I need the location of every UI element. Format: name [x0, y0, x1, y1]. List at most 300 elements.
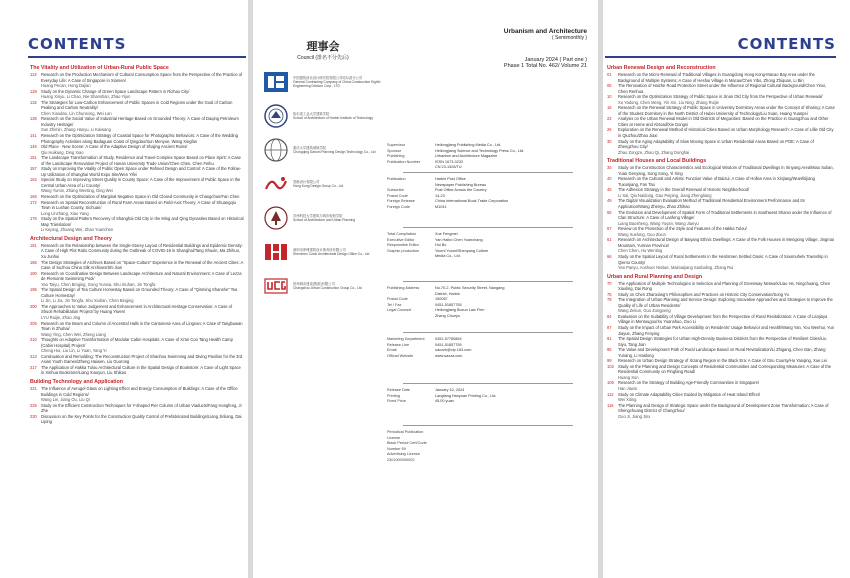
page-number: 157 — [30, 166, 37, 172]
entry-text: Study on Improving the Vitality of Public Open Space under Refined Design and Control: A Case of the Follow-Up Utilization of Shanghai World Expo Site/Wen Yifei — [41, 166, 241, 177]
entry-authors: Wang Ying, Chen Wei, Zheng Liang — [41, 331, 106, 337]
masthead-page — [253, 0, 598, 578]
entry-text: Study on the Spatial Layout of Rural Settlements in the Herdsmen Settled Oasis: A Case of Xiaomuhelv Township in Qiemo County/ — [618, 253, 828, 265]
entry-title — [41, 133, 244, 144]
toc-entry — [30, 260, 244, 271]
page-number: 26 — [607, 127, 612, 133]
contents-page-right — [603, 0, 850, 578]
entry-title — [41, 177, 244, 194]
toc-entry — [30, 216, 244, 233]
entry-authors: Li Keping, Zhuang Wei, Zhao Yuanchen — [41, 227, 114, 233]
member-names — [293, 76, 383, 89]
page-number: 84 — [607, 313, 612, 319]
entry-text: The Adhesion Strategy in the Overall Renewal of Historic Neighborhood/ — [618, 187, 750, 193]
info-key: Black Period Cert/Code Number 59 — [387, 441, 427, 451]
entry-title — [41, 321, 244, 338]
page-number: 112 — [607, 391, 614, 397]
toc-entry — [607, 198, 835, 209]
page-number: 55 — [607, 209, 612, 215]
page-number: 190 — [30, 270, 37, 276]
entry-text: Study on the Dynamic Change of Green Space Landscape Pattern in Rizhao City/ — [41, 88, 190, 94]
toc-entry — [607, 297, 835, 314]
toc-entry — [607, 139, 835, 156]
toc-entry — [30, 271, 244, 288]
contents-page-left — [0, 0, 248, 578]
entry-title — [41, 365, 244, 376]
cube-logo — [263, 239, 289, 265]
entry-title — [618, 176, 835, 187]
toc-entry — [30, 72, 244, 89]
member-name-cn: 哈尔滨工业大学建筑学院 — [293, 111, 330, 116]
info-row — [387, 458, 587, 464]
page-number: 87 — [607, 324, 612, 330]
entry-text: The Spatial Design Strategies for Urban High-Density Business Districts from the Perspective of Resilient Cities/Liu Siyu, Tang Jian — [618, 336, 827, 347]
info-value — [435, 430, 587, 441]
section-heading: Urban and Rural Planning and Design — [607, 273, 703, 280]
entry-authors: Wang Yumin, Zhang Wenting, Ding Wei — [41, 188, 113, 194]
globe-seal-logo — [263, 137, 289, 163]
toc-left — [30, 62, 244, 425]
entry-text: Research on the Strategy of Building Age-Friendly Communities in Singapore/ — [618, 380, 760, 386]
toc-entry — [30, 287, 244, 304]
contents-title-right: CONTENTS — [737, 35, 836, 53]
entry-title — [618, 254, 835, 271]
info-value: Zhang Chunyu — [435, 313, 460, 318]
entry-text: Research on the Renewal Strategy of Public Space in University Dormitory Areas under the Concept of Sharing: A Case of the Student Dormitory in the North District of Hubei University of Technology/Liu Xuan, Huang Yuanpei — [618, 105, 835, 116]
info-value: Heilongjiang Science and Technology Press Co., Ltd. — [435, 148, 525, 153]
info-key: Graphic production — [387, 248, 420, 253]
info-value: uaczzh@vip.163.com — [435, 348, 472, 352]
info-value: No.70-2, Public Security Street, Nangang — [435, 286, 505, 290]
page-number: 221 — [30, 385, 37, 391]
entry-title — [41, 144, 244, 155]
info-group — [387, 388, 587, 405]
entry-title — [41, 89, 244, 100]
page-number: 61 — [607, 237, 612, 243]
page-number: 213 — [30, 353, 37, 359]
entry-text: Research on the Social Value of Industrial Heritage Based on Grounded Theory: A Case of Daqing Petroleum Industry Heritage/ — [41, 116, 239, 127]
page-number: 116 — [607, 402, 614, 408]
entry-authors: Long Linzhang, Xiao Yang — [41, 210, 89, 216]
page-number: 45 — [607, 187, 612, 193]
info-divider — [403, 281, 573, 282]
toc-entry — [607, 226, 835, 237]
info-key: Tel / Fax — [387, 302, 402, 307]
info-key: Subscribe — [387, 188, 404, 192]
entry-text: Research on the Optimization Strategy of Public Space in Jinan Old City from the Perspective of Urban Renewal/ — [618, 94, 823, 100]
council-member — [263, 205, 383, 231]
info-value: Heilongjiang Boxun Law Firm — [435, 308, 485, 312]
info-value: CN 23-1528/TU — [435, 165, 462, 169]
info-value: Urbanism and Architecture Magazine — [435, 154, 498, 158]
toc-entry — [30, 321, 244, 338]
entry-title — [41, 166, 244, 177]
toc-entry — [607, 254, 835, 271]
info-value — [435, 441, 587, 452]
entry-title — [618, 210, 835, 227]
info-value: Yooml Yooml/Shenyang Culture — [435, 248, 489, 253]
info-row — [387, 314, 587, 320]
entry-text: Research on the Production Mechanism of Cultural Consumption Space from the Perspective of the Practice of Everyday Life: A Case of Singapore in Xiamen/ — [41, 72, 243, 83]
entry-text: Study on Chen Zhanxiang's Philosophies and Practices on Historic City Conservation/Song Yu — [618, 291, 789, 297]
info-value: Langfang Hanyuan Printing Co., Ltd. — [435, 393, 497, 398]
toc-entry — [607, 347, 835, 358]
magazine-subtitle: ( Semimonthly ) — [551, 35, 587, 41]
info-value: 14-23 — [435, 193, 445, 198]
entry-title — [41, 386, 244, 403]
toc-entry — [607, 403, 835, 420]
page-number: 66 — [607, 253, 612, 259]
entry-title — [618, 314, 835, 325]
entry-text: Research on Urban Design Strategy of Xizang Region in the Black Era: A Case of Giru County/Hu Yanqing, Xue Lei — [618, 358, 827, 364]
member-names — [293, 282, 362, 290]
tree-seal-logo — [263, 205, 289, 231]
section-heading: Architectural Design and Theory — [30, 235, 112, 242]
entry-title — [618, 347, 835, 358]
toc-entry — [607, 72, 835, 83]
info-key: Publication Number — [387, 159, 421, 164]
toc-entry — [30, 337, 244, 354]
member-name-en: Changzhou Urban Construction Group Co., Ltd — [293, 286, 362, 290]
info-value: ISSN 1673-0232 — [435, 159, 464, 164]
toc-entry — [607, 187, 835, 198]
entry-authors: Zhao Zongze, Zhao Qi, Zhang Donghai — [618, 149, 690, 155]
page-number: 22 — [607, 116, 612, 122]
info-group — [387, 337, 587, 359]
info-value: M1041 — [435, 204, 447, 209]
entry-authors: Yan Panyu, Aoshuer Nisitae, Maimaijiang Sanbaling, Zhang Rui — [618, 265, 734, 271]
page-number: 132 — [30, 99, 37, 105]
entry-title — [41, 354, 244, 365]
entry-authors: Wang Xuelong, Guo Zixun — [618, 231, 666, 237]
section-heading: Traditional Houses and Local Buildings — [607, 158, 707, 165]
entry-title — [41, 403, 244, 414]
entry-text: The Approaches to Value Judgement and Enhancement in Architectural Heritage Conservation: A Case of Shuoli Rehabilitation Project/ by Huang Yiwen/ — [41, 303, 233, 315]
entry-text: Research on Spatial Reconstruction of Rural Farm Areas Based on Field-Axis Theory: A Case of Shuangqiu Town in Lushan County, Sichuan/ — [41, 199, 236, 211]
info-key — [387, 165, 435, 171]
entry-title — [41, 260, 244, 271]
entry-title — [41, 216, 244, 233]
info-row — [387, 165, 587, 171]
member-name-en: School of Architecture and Urban Planning — [293, 218, 356, 222]
entry-title — [618, 127, 835, 138]
entry-title — [41, 100, 244, 117]
info-value: 150087 — [435, 297, 448, 301]
entry-text: Research on the Optimization of Marginal Negative Space in Old Closed Community in Changchun/Fan Chen — [41, 194, 240, 200]
entry-title — [618, 83, 835, 94]
entry-text: Analysis on the Urban Renewal Model in Old Districts of Megacities: Based on the Practice in Guangzhou and Other Cities at Home and Abroad/Xie Dongni — [618, 116, 829, 127]
page-number: 40 — [607, 176, 612, 182]
entry-title — [618, 237, 835, 254]
toc-entry — [607, 165, 835, 176]
page-number: 181 — [30, 242, 37, 248]
entry-text: The Planning and Design of Strategic Space under the Background of Development Zone Transformation: A Case of Shengchuang District of Changzhou/ — [618, 402, 829, 414]
info-key: Executive Editor — [387, 237, 415, 242]
entry-title — [41, 116, 244, 133]
university-seal-logo — [263, 103, 289, 129]
entry-title — [618, 403, 835, 420]
cscec-logo — [263, 69, 289, 95]
info-key: Official Website — [387, 353, 414, 358]
info-key: Sponsor — [387, 148, 402, 153]
page-number: 195 — [30, 287, 37, 293]
info-key: Email — [387, 348, 397, 352]
entry-title — [618, 281, 835, 292]
info-value: China International Book Trade Corporation — [435, 199, 509, 203]
entry-title — [618, 336, 835, 347]
entry-text: The Integration of Urban Planning and Service Design: Exploring Innovative Approaches and Strategies to Improve the Quality of Life of Urban Residents/ — [618, 297, 833, 308]
entry-title — [618, 72, 835, 83]
info-value: Xue Fengmei — [435, 232, 458, 236]
section-heading: The Vitality and Utilization of Urban-Rural Public Space — [30, 65, 169, 71]
toc-entry — [607, 392, 835, 403]
toc-entry — [30, 133, 244, 144]
toc-entry — [607, 210, 835, 227]
entry-text: Study on the Efficient Construction Techniques for Y-shaped Pier Column of Urban Viaducts/Fang Hongfeng, Ji Zhe — [41, 402, 242, 414]
info-key: Postal Code — [387, 193, 408, 198]
council-member — [263, 137, 383, 163]
info-key — [387, 314, 435, 320]
member-name-en: School of Architecture of Harbin Institute of Technology — [293, 116, 374, 120]
info-key: Publication — [387, 177, 406, 181]
toc-entry — [607, 94, 835, 105]
toc-right — [607, 62, 835, 419]
page-number: 217 — [30, 364, 37, 370]
entry-text: Thoughts on Adaptive Transformation of Modular Cabin Hospitals: A Case of Xi'an Coo Tang Health Camp (Cabin Hospital) Project/ — [41, 337, 233, 348]
entry-authors: Li Jin, Li Jia, Jin Tongfa, Shu Xiuhan, Chen Binging — [41, 298, 134, 304]
council-title: 理事会 — [306, 41, 340, 53]
magazine-title: Urbanism and Architecture — [503, 28, 587, 35]
toc-entry — [30, 144, 244, 155]
page-number: 176 — [30, 216, 37, 222]
entry-title — [41, 287, 244, 304]
entry-title — [41, 72, 244, 89]
toc-entry — [30, 116, 244, 133]
info-row — [387, 430, 587, 441]
entry-authors: Huang Xinyu, Li Chao, Nie Shanshan, Zhao Yijun — [41, 94, 131, 100]
toc-entry — [607, 281, 835, 292]
info-value: Harbin Post Office — [435, 177, 466, 181]
toc-entry — [30, 403, 244, 414]
magazine-header — [387, 28, 587, 69]
toc-entry — [30, 365, 244, 376]
info-divider — [403, 425, 573, 426]
page-number: 30 — [607, 138, 612, 144]
member-names — [293, 214, 355, 222]
council-member — [263, 69, 383, 95]
entry-title — [41, 200, 244, 217]
entry-text: The Evolution and Development of Spatial Form of Traditional Settlements in Southwest Shanxi under the Influence of Clan Structure: A Case of Lanfeng Village/ — [618, 209, 832, 221]
entry-authors: Han Jiaxin — [618, 385, 638, 391]
entry-text: Study on the Planning and Design Concepts of Residential Communities and Corresponding Measures: A Case of the Residential Community on Pingfang Road/ — [618, 363, 832, 375]
entry-title — [618, 105, 835, 116]
page-number: 49 — [607, 198, 612, 204]
entry-authors: Cheng Hui, Liu Lin, Li Yuan, Yang Yi — [41, 348, 107, 354]
council-member — [263, 103, 383, 129]
toc-entry — [607, 116, 835, 127]
page-number: 225 — [30, 402, 37, 408]
page-number: 146 — [30, 144, 37, 150]
council-member — [263, 171, 383, 197]
entry-text: Study on the Impact of Urban Park Accessibility on Residents' Usage Behavior and Health/Wang Yan, You Wenhui, Yun Jiayue, Zhang Fenying — [618, 324, 835, 336]
toc-entry — [607, 105, 835, 116]
entry-authors: Wang Lei, Jiang Ou, Liu Qi — [41, 397, 90, 403]
entry-title — [41, 337, 244, 354]
info-divider — [403, 227, 573, 228]
page-number: 75 — [607, 291, 612, 297]
info-row — [387, 441, 587, 452]
issue-date: January 2024 ( Part one ) — [524, 57, 587, 63]
page-number: 200 — [30, 303, 37, 309]
page-number: 91 — [607, 336, 612, 342]
page-number: 70 — [607, 280, 612, 286]
entry-text: Study on the Aging Adaptability of Slow Moving Space in Urban Residential Areas Based on POE: A Case of Zhengzhou City/ — [618, 138, 814, 150]
info-group — [387, 177, 587, 210]
member-name-cn: 香港设计有限公司 — [293, 179, 320, 184]
member-name-cn: 苏州科技大学建筑与城市规划学院 — [293, 213, 343, 218]
info-value: District, Harbin — [435, 291, 460, 296]
page-number: 230 — [30, 413, 37, 419]
info-row — [387, 205, 587, 211]
entry-title — [618, 116, 835, 127]
entry-text: Evaluation on the Suitability of Village Development from the Perspective of Rural Revitalization: A Case of Lanjiaya Village in Mentougou/Xu Yuanshuo, Guo Li — [618, 313, 828, 325]
entry-text: Research on the Cultural and Artistic Function Value of Baizui: A Case of Hollan Area in Xinjiang/Wuerlitijiang Tuxunjiang, Fan Tao — [618, 176, 815, 187]
info-key: Release Date — [387, 388, 411, 392]
toc-entry — [30, 200, 244, 217]
entry-text: Study on the Construction Characteristics and Ecological Wisdom of Traditional Dwellings in Xinyang Area/Miao Sulian, Yuan Genyang, Song Song, Yi Xing — [618, 165, 834, 176]
entry-authors: Qiu Huikang, Ding Xiao — [41, 149, 84, 155]
toc-entry — [30, 304, 244, 321]
entry-title — [618, 392, 835, 403]
entry-text: Exploration on the Renewal Method of Historical Cities Based on Urban Morphology Research: A Case of Lillie Old City in Qiuzhou/Zhao Jiaxi — [618, 127, 834, 139]
entry-text: The Value and Development Path of Rural Landscape Based on Rural Revitalization/Li Zhigang, Chen Dan, Zhang Yunang, Li Haidong — [618, 347, 826, 358]
info-key: Foreign Release — [387, 199, 415, 203]
info-divider — [403, 332, 573, 333]
entry-authors: LYU Ruijie, Zhao Jing — [41, 314, 81, 320]
page-number: 122 — [30, 72, 37, 77]
entry-authors: Yao Taiyu, Chen Binging, Gong Yunxia, Shu Xiuhan, Jin Tongfa — [41, 281, 156, 287]
member-name-cn: 常州城市建设(集团)有限公司 — [293, 281, 335, 286]
toc-entry — [30, 155, 244, 166]
info-value — [435, 458, 587, 464]
contents-title-left: CONTENTS — [28, 35, 127, 53]
toc-entry — [30, 414, 244, 425]
ucg-logo — [263, 273, 289, 299]
page-number: 186 — [30, 259, 37, 265]
info-value: Media Co., Ltd. — [435, 254, 461, 258]
entry-text: The Application of Multiple Technologies in Selection and Planning of Greenway Network/Liao He, Ningchuang, Chen Xiaoling, Dai Rong — [618, 280, 831, 292]
info-key: Postal Code — [387, 297, 408, 301]
title-rule-right — [605, 56, 836, 58]
member-names — [293, 180, 343, 188]
info-value: 0451-51857755 — [435, 302, 462, 307]
page-number: 162 — [30, 177, 37, 183]
entry-text: Research on the Beam and Column of Ancestral Halls in the Cantonese Area of Lingnan: A Case of Tangbuwan Town in Zhuhai/ — [41, 320, 243, 332]
toc-entry — [30, 354, 244, 365]
toc-entry — [30, 100, 244, 117]
entry-text: Study on Climate Adaptability Cities Guided by Mitigation of Heat Island Effect/ — [618, 391, 761, 397]
entry-text: Continuation and Remolding: The Reconstruction Project of Shanhou Swimming and Diving Pavilion for the 3rd Asian Youth Games/Zheng Haiwen, Liu Guorong — [41, 353, 243, 365]
toc-entry — [607, 127, 835, 138]
page-number: 10 — [607, 94, 612, 100]
info-key: Release Line — [387, 342, 410, 347]
council-members — [263, 69, 383, 299]
entry-text: Research on Coordinative Design Between Landscape Architecture and Natural Environment: A Case of Lezza de Piemonte Swimming Pool/ — [41, 270, 242, 282]
entry-title — [618, 198, 835, 209]
entry-authors: Chen Chen, Hu Wenting — [618, 248, 663, 254]
toc-entry — [30, 89, 244, 100]
info-key: Responsible Editor — [387, 243, 419, 247]
info-key: Printing — [387, 393, 400, 398]
entry-text: The Spatial Design of Tea Culture Homestay Based on Grounded Theory: A Case of "Qinming Shanshe" Tea Culture Homestay/ — [41, 287, 238, 298]
entry-authors: Liang Baosheng, Wang Yuyan, Wang Jianyu — [618, 220, 699, 226]
member-name-en: Shenzhen Cubic Architectural Design Office Co., Ltd — [293, 252, 370, 256]
toc-entry — [607, 237, 835, 254]
info-key: Periodical Publication License — [387, 430, 424, 440]
member-names — [293, 146, 375, 154]
entry-text: The Design Strategies of Archives Based on "Space-Culture" Experience in the Renewal of the Ancient Cities: A Case of Suzhou China Silk Archives/Shi Jian — [41, 259, 244, 271]
entry-title — [41, 271, 244, 288]
info-row — [387, 254, 587, 260]
entry-title — [618, 325, 835, 336]
page-number: 136 — [30, 116, 37, 122]
member-names — [293, 248, 369, 256]
entry-title — [618, 380, 835, 391]
info-key: Foreign Code — [387, 204, 411, 209]
entry-text: The Digital Visualization Evaluation Method of Traditional Residential Environment Performance and Its Application/Wang Zhenyu, Zhao Zhihao — [618, 198, 805, 210]
entry-text: Research on the Micro-Renewal of Traditional Villages in Guangdong Hong Kong-Macao Bay Area under the Background of Multiple Systems: A Case of Heshui Village in Macau/Chen Yibo, Zhong Zhiquan, Li Bin — [618, 72, 815, 83]
info-row — [387, 399, 587, 405]
entry-text: The Renovation of Haizhe Road Protection Street under the Influence of Regional Cultural Background/Chen Yinxi, Chen Renhua — [618, 83, 826, 94]
toc-entry — [607, 83, 835, 94]
page-number: 35 — [607, 165, 612, 171]
info-divider — [403, 383, 573, 384]
page-number: 01 — [607, 72, 612, 77]
entry-title — [41, 304, 244, 321]
info-key: Advertising License — [387, 452, 420, 456]
info-value: Yan Haibo Chen Yuanchang — [435, 237, 483, 242]
info-key: Publishing Address — [387, 286, 420, 290]
section-heading: Building Technology and Application — [30, 378, 123, 385]
page-number: 128 — [30, 88, 37, 94]
page-number: 172 — [30, 199, 37, 205]
member-name-en: Chongqing Dahum Planning Design Technology Co., Ltd — [293, 150, 376, 154]
entry-text: Research on Architectural Design of Baiyang Ethnic Dwellings: A Case of the Folk Houses in Mengxing Village, Jingmai Mountain, Yunnan Province/ — [618, 237, 834, 248]
page-number: 103 — [607, 363, 614, 369]
entry-text: Special Study on Improving Street Quality in County Space: A Case of the Improvement of Public Space in the Central Urban Area of Li County/ — [41, 177, 241, 188]
toc-entry — [30, 243, 244, 260]
toc-entry — [607, 364, 835, 381]
member-names — [293, 112, 373, 120]
info-divider — [403, 172, 573, 173]
issue-number: Phase 1 Total No. 462/ Volume 21 — [503, 63, 587, 69]
council-subtitle: Council (排名不分先后) — [297, 55, 349, 61]
entry-text: The Application of Hakka Tulou Architectural Culture in the Spatial Design of Bookstore: A Case of Light Space in Xinhua Bookstore/Liang Xiaoyun, Liu Shikao — [41, 364, 241, 376]
info-key: Marketing Department — [387, 337, 425, 341]
page-number: 109 — [607, 380, 614, 386]
info-row — [387, 354, 587, 360]
entry-authors: Xu Yadong, Chen Meng, Yin Xin, Liu Ning, Zhang Ruijie — [618, 99, 719, 105]
info-key: 2301000000002 — [387, 457, 415, 462]
toc-entry — [607, 380, 835, 391]
toc-entry — [607, 176, 835, 187]
entry-text: Review on the Protection of the Style and Features of the Hakka Tulou/ — [618, 226, 747, 232]
member-name-en: Hong Kong Design Group Co., Ltd — [293, 184, 344, 188]
toc-entry — [607, 314, 835, 325]
entry-title — [41, 414, 244, 425]
section-heading: Urban Renewal Design and Reconstruction — [607, 65, 716, 71]
entry-text: The Influence of Aerogel Glass on Lighting Effect and Energy Consumption of Buildings: A Case of the Office Buildings in Cold Regions/ — [41, 385, 238, 397]
